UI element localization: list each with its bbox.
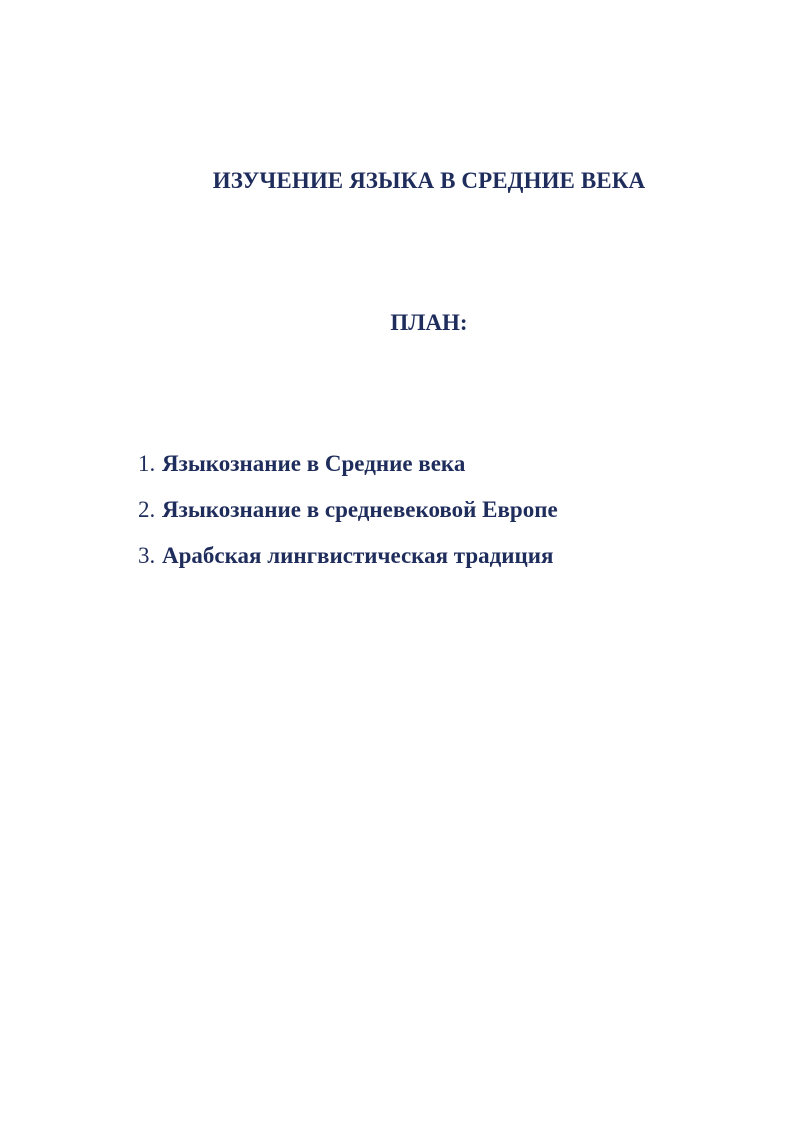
plan-item-text: Языкознание в Средние века: [162, 451, 466, 476]
document-title: ИЗУЧЕНИЕ ЯЗЫКА В СРЕДНИЕ ВЕКА: [212, 168, 646, 193]
plan-item-number: 3.: [138, 543, 156, 568]
plan-heading: ПЛАН:: [390, 310, 468, 335]
plan-item-number: 1.: [138, 451, 156, 476]
plan-item-number: 2.: [138, 497, 156, 522]
plan-item-text: Арабская лингвистическая традиция: [162, 543, 554, 568]
plan-item-text: Языкознание в средневековой Европе: [162, 497, 558, 522]
plan-item-2: [138, 495, 558, 541]
plan-item-1: [138, 449, 558, 495]
plan-list: [138, 449, 558, 587]
plan-item-3: [138, 541, 558, 587]
